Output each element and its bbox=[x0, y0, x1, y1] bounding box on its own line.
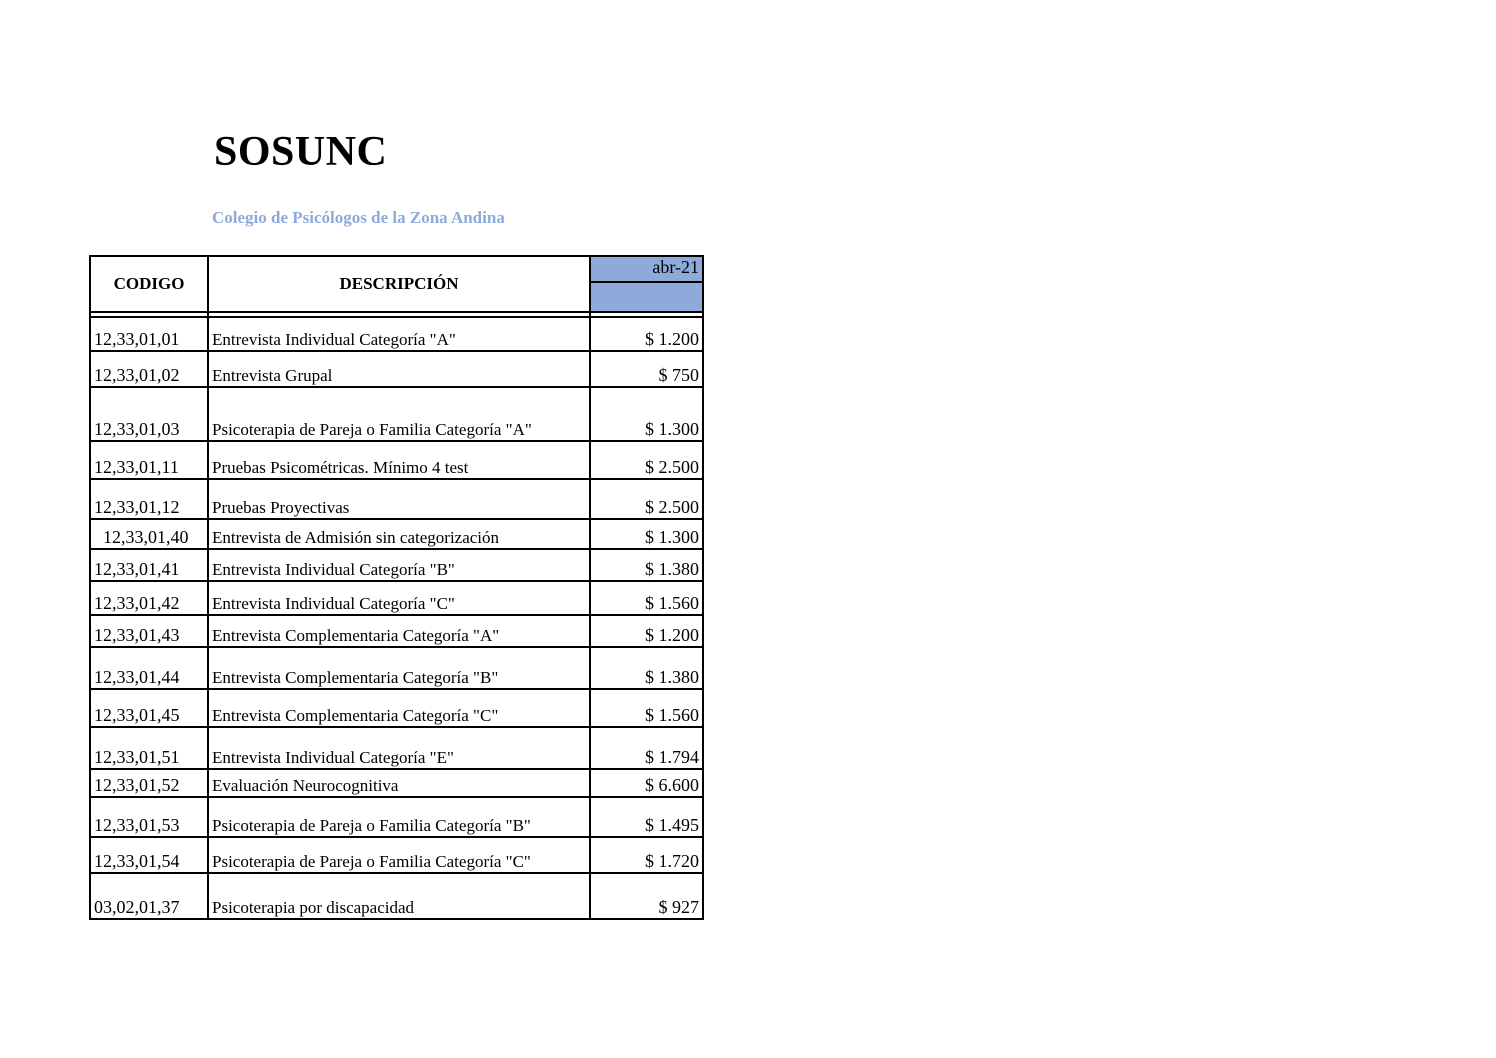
table-row bbox=[90, 581, 703, 615]
table-row bbox=[90, 769, 703, 797]
row-description: Entrevista Individual Categoría "A" bbox=[208, 317, 590, 351]
row-price: $ 1.720 bbox=[590, 837, 703, 873]
row-code: 12,33,01,43 bbox=[90, 615, 208, 647]
row-description: Entrevista Complementaria Categoría "C" bbox=[208, 689, 590, 727]
row-code: 12,33,01,45 bbox=[90, 689, 208, 727]
table-row bbox=[90, 387, 703, 441]
row-code: 12,33,01,03 bbox=[90, 387, 208, 441]
row-description: Pruebas Proyectivas bbox=[208, 479, 590, 519]
table-row bbox=[90, 519, 703, 549]
row-code: 12,33,01,01 bbox=[90, 317, 208, 351]
row-code: 12,33,01,54 bbox=[90, 837, 208, 873]
table-row bbox=[90, 549, 703, 581]
row-price: $ 750 bbox=[590, 351, 703, 387]
row-code: 12,33,01,11 bbox=[90, 441, 208, 479]
row-description: Entrevista Complementaria Categoría "B" bbox=[208, 647, 590, 689]
row-price: $ 1.300 bbox=[590, 387, 703, 441]
row-description: Evaluación Neurocognitiva bbox=[208, 769, 590, 797]
row-description: Psicoterapia de Pareja o Familia Categoría "C" bbox=[208, 837, 590, 873]
row-price: $ 1.200 bbox=[590, 317, 703, 351]
row-description: Pruebas Psicométricas. Mínimo 4 test bbox=[208, 441, 590, 479]
row-price: $ 1.794 bbox=[590, 727, 703, 769]
row-price: $ 2.500 bbox=[590, 479, 703, 519]
table-row bbox=[90, 873, 703, 919]
table-row bbox=[90, 837, 703, 873]
table-row bbox=[90, 317, 703, 351]
table-row bbox=[90, 689, 703, 727]
row-description: Entrevista Individual Categoría "B" bbox=[208, 549, 590, 581]
row-price: $ 1.380 bbox=[590, 647, 703, 689]
row-price: $ 1.380 bbox=[590, 549, 703, 581]
column-header-month: abr-21 bbox=[590, 256, 703, 282]
row-description: Entrevista de Admisión sin categorización bbox=[208, 519, 590, 549]
row-code: 12,33,01,40 bbox=[90, 519, 208, 549]
row-description: Entrevista Individual Categoría "C" bbox=[208, 581, 590, 615]
row-code: 12,33,01,12 bbox=[90, 479, 208, 519]
column-header-description: DESCRIPCIÓN bbox=[208, 256, 590, 312]
row-price: $ 1.560 bbox=[590, 689, 703, 727]
row-description: Entrevista Grupal bbox=[208, 351, 590, 387]
table-row bbox=[90, 615, 703, 647]
row-description: Psicoterapia de Pareja o Familia Categoría "B" bbox=[208, 797, 590, 837]
column-header-code: CODIGO bbox=[90, 256, 208, 312]
row-price: $ 927 bbox=[590, 873, 703, 919]
table-row bbox=[90, 797, 703, 837]
column-header-month-blank bbox=[590, 282, 703, 312]
table-row bbox=[90, 351, 703, 387]
row-price: $ 1.200 bbox=[590, 615, 703, 647]
page-title: SOSUNC bbox=[214, 129, 388, 175]
row-price: $ 1.300 bbox=[590, 519, 703, 549]
row-price: $ 1.495 bbox=[590, 797, 703, 837]
row-code: 12,33,01,52 bbox=[90, 769, 208, 797]
row-code: 12,33,01,42 bbox=[90, 581, 208, 615]
row-code: 12,33,01,51 bbox=[90, 727, 208, 769]
tariff-table bbox=[89, 255, 704, 920]
row-description: Entrevista Complementaria Categoría "A" bbox=[208, 615, 590, 647]
row-code: 12,33,01,02 bbox=[90, 351, 208, 387]
row-price: $ 6.600 bbox=[590, 769, 703, 797]
table-row bbox=[90, 647, 703, 689]
row-description: Psicoterapia de Pareja o Familia Categoría "A" bbox=[208, 387, 590, 441]
table-row bbox=[90, 727, 703, 769]
row-code: 12,33,01,53 bbox=[90, 797, 208, 837]
table-row bbox=[90, 441, 703, 479]
table-row bbox=[90, 479, 703, 519]
row-description: Entrevista Individual Categoría "E" bbox=[208, 727, 590, 769]
row-code: 12,33,01,41 bbox=[90, 549, 208, 581]
row-description: Psicoterapia por discapacidad bbox=[208, 873, 590, 919]
row-price: $ 1.560 bbox=[590, 581, 703, 615]
row-price: $ 2.500 bbox=[590, 441, 703, 479]
row-code: 03,02,01,37 bbox=[90, 873, 208, 919]
page-subtitle: Colegio de Psicólogos de la Zona Andina bbox=[212, 208, 505, 227]
row-code: 12,33,01,44 bbox=[90, 647, 208, 689]
